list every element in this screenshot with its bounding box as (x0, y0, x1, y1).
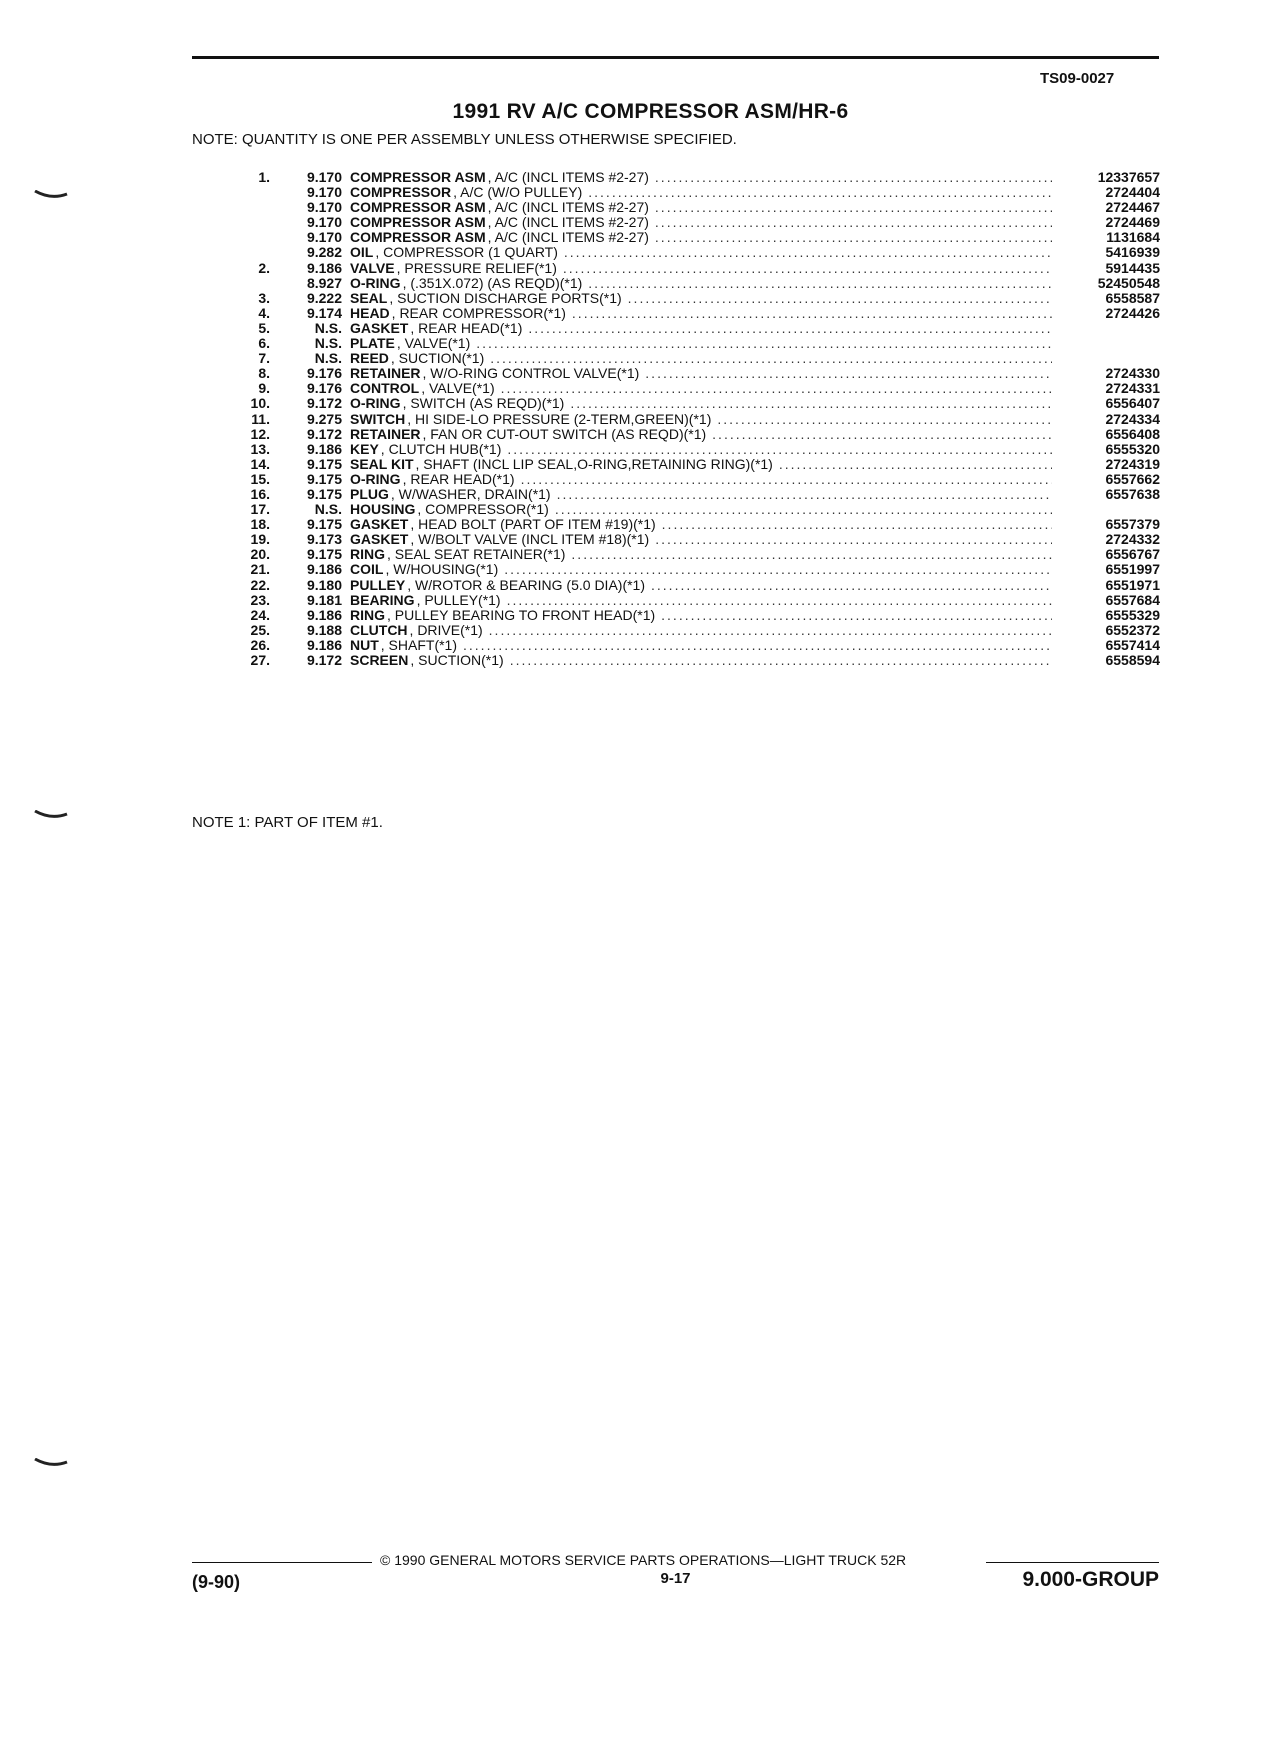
group-code: 9.172 (306, 395, 342, 412)
part-number: 5914435 (1105, 259, 1160, 276)
part-name: KEY (350, 441, 379, 457)
part-description (350, 502, 1062, 517)
part-name: COMPRESSOR ASM (350, 200, 486, 216)
group-code: 9.275 (306, 410, 342, 427)
group-code: 9.188 (306, 621, 342, 638)
dot-leader (628, 291, 1052, 306)
parts-row (200, 427, 1160, 442)
header-rule (192, 56, 1159, 59)
dot-leader (661, 608, 1052, 623)
parts-row (200, 412, 1160, 427)
dot-leader (476, 336, 1052, 351)
part-description (350, 608, 1062, 623)
dot-leader (645, 366, 1052, 381)
part-description (350, 653, 1062, 668)
part-description (350, 291, 1062, 306)
part-description (350, 442, 1062, 457)
part-number: 6556407 (1105, 395, 1160, 412)
group-code: 9.175 (306, 470, 342, 487)
item-number: 11. (251, 410, 270, 427)
item-number: 24. (250, 606, 270, 623)
part-name: SEAL (350, 290, 388, 306)
parts-row (200, 578, 1160, 593)
group-code: N.S. (314, 319, 342, 336)
part-name: SCREEN (350, 653, 409, 668)
part-description (350, 306, 1062, 321)
part-name: GASKET (350, 320, 409, 336)
group-code: 8.927 (306, 274, 342, 291)
part-name: BEARING (350, 592, 415, 608)
part-description (350, 245, 1062, 260)
part-number: 12337657 (1097, 169, 1160, 185)
part-number: 52450548 (1097, 274, 1160, 291)
part-number: 6557662 (1105, 470, 1160, 487)
part-name: SWITCH (350, 411, 406, 427)
part-number: 6555320 (1105, 440, 1160, 457)
part-description (350, 200, 1062, 215)
dot-leader (662, 517, 1052, 532)
part-number: 6557414 (1105, 636, 1160, 653)
dot-leader (588, 185, 1052, 200)
group-code: 9.181 (306, 591, 342, 608)
part-detail: , W/ROTOR & BEARING (5.0 DIA)(*1) (407, 577, 646, 593)
part-number: 2724426 (1105, 304, 1160, 321)
parts-row (200, 396, 1160, 411)
parts-row (200, 351, 1160, 366)
parts-row (200, 230, 1160, 245)
parts-list (200, 170, 1160, 668)
parts-row (200, 245, 1160, 260)
parts-row (200, 487, 1160, 502)
group-code: 9.282 (306, 244, 342, 261)
group-code: 9.175 (306, 516, 342, 533)
parts-row (200, 336, 1160, 351)
dot-leader (655, 170, 1052, 185)
item-number: 12. (250, 425, 270, 442)
group-code: 9.186 (306, 440, 342, 457)
part-detail: , W/BOLT VALVE (INCL ITEM #18)(*1) (410, 532, 650, 548)
part-name: HEAD (350, 305, 390, 321)
part-number: 2724319 (1105, 455, 1160, 472)
part-name: REED (350, 351, 389, 367)
footer-rule-left (192, 1562, 372, 1563)
binder-hole-mark (34, 190, 68, 200)
part-description (350, 593, 1062, 608)
part-description (350, 578, 1062, 593)
dot-leader (563, 261, 1052, 276)
part-name: OIL (350, 245, 374, 261)
group-code: N.S. (314, 335, 342, 352)
part-number: 6552372 (1105, 621, 1160, 638)
dot-leader (507, 442, 1052, 457)
dot-leader (507, 593, 1052, 608)
part-name: PULLEY (350, 577, 406, 593)
part-number: 6557379 (1105, 516, 1160, 533)
part-description (350, 562, 1062, 577)
group-code: 9.173 (306, 531, 342, 548)
group-code: 9.176 (306, 380, 342, 397)
part-number: 2724467 (1105, 199, 1160, 216)
item-number: 6. (258, 335, 270, 352)
part-detail: , W/WASHER, DRAIN(*1) (390, 486, 551, 502)
revision-date: (9-90) (192, 1572, 241, 1592)
parts-row (200, 185, 1160, 200)
part-name: GASKET (350, 532, 409, 548)
dot-leader (717, 412, 1052, 427)
part-name: GASKET (350, 517, 409, 533)
group-code: 9.175 (306, 485, 342, 502)
dot-leader (489, 623, 1052, 638)
dot-leader (490, 351, 1052, 366)
part-detail: , PULLEY BEARING TO FRONT HEAD(*1) (387, 607, 656, 623)
item-number: 13. (250, 440, 270, 457)
part-detail: , A/C (INCL ITEMS #2-27) (487, 230, 649, 246)
dot-leader (510, 653, 1052, 668)
part-detail: , A/C (INCL ITEMS #2-27) (487, 200, 649, 216)
item-number: 27. (250, 652, 270, 668)
part-name: VALVE (350, 260, 395, 276)
document-id: TS09-0027 (1040, 70, 1115, 87)
part-number: 5416939 (1105, 244, 1160, 261)
dot-leader (521, 472, 1052, 487)
group-code: 9.180 (306, 576, 342, 593)
part-description (350, 457, 1062, 472)
part-detail: , SHAFT (INCL LIP SEAL,O-RING,RETAINING RING)(*1) (415, 456, 773, 472)
part-detail: , REAR COMPRESSOR(*1) (391, 305, 566, 321)
group-code: N.S. (314, 501, 342, 518)
part-detail: , A/C (W/O PULLEY) (453, 185, 583, 201)
part-number: 6558594 (1105, 652, 1160, 668)
part-name: HOUSING (350, 502, 416, 518)
part-detail: , HEAD BOLT (PART OF ITEM #19)(*1) (410, 517, 656, 533)
part-description (350, 412, 1062, 427)
dot-leader (655, 200, 1052, 215)
parts-row (200, 321, 1160, 336)
parts-row (200, 381, 1160, 396)
part-name: CLUTCH (350, 622, 408, 638)
item-number: 7. (258, 350, 270, 367)
part-name: RETAINER (350, 366, 421, 382)
parts-row (200, 291, 1160, 306)
item-number: 26. (250, 636, 270, 653)
part-name: COMPRESSOR ASM (350, 215, 486, 231)
part-number: 6556408 (1105, 425, 1160, 442)
dot-leader (501, 381, 1052, 396)
page-number: 9-17 (660, 1570, 691, 1587)
part-number: 6557684 (1105, 591, 1160, 608)
group-code: 9.222 (306, 289, 342, 306)
part-detail: , W/HOUSING(*1) (385, 562, 499, 578)
item-number: 3. (258, 289, 270, 306)
item-number: 5. (258, 319, 270, 336)
dot-leader (571, 547, 1052, 562)
item-number: 9. (258, 380, 270, 397)
part-detail: , HI SIDE-LO PRESSURE (2-TERM,GREEN)(*1) (407, 411, 712, 427)
parts-row (200, 170, 1160, 185)
page-title: 1991 RV A/C COMPRESSOR ASM/HR-6 (452, 100, 849, 123)
group-code: 9.186 (306, 561, 342, 578)
group-code: 9.170 (306, 199, 342, 216)
binder-hole-mark (34, 810, 68, 820)
dot-leader (712, 427, 1052, 442)
copyright-text: © 1990 GENERAL MOTORS SERVICE PARTS OPERATIONS—LIGHT TRUCK 52R (380, 1552, 907, 1568)
dot-leader (564, 245, 1052, 260)
group-code: 9.186 (306, 606, 342, 623)
part-name: CONTROL (350, 381, 420, 397)
dot-leader (655, 230, 1052, 245)
part-number: 1131684 (1106, 229, 1160, 246)
parts-row (200, 200, 1160, 215)
group-code: 9.174 (306, 304, 342, 321)
parts-row (200, 215, 1160, 230)
dot-leader (655, 532, 1052, 547)
part-number: 6551997 (1105, 561, 1160, 578)
item-number: 19. (250, 531, 270, 548)
parts-row (200, 457, 1160, 472)
group-code: 9.170 (306, 229, 342, 246)
dot-leader (779, 457, 1052, 472)
part-detail: , FAN OR CUT-OUT SWITCH (AS REQD)(*1) (422, 426, 707, 442)
part-name: O-RING (350, 275, 401, 291)
part-detail: , SUCTION(*1) (390, 351, 485, 367)
dot-leader (555, 502, 1052, 517)
footnote: NOTE 1: PART OF ITEM #1. (192, 814, 383, 831)
part-description (350, 517, 1062, 532)
part-name: PLATE (350, 336, 395, 352)
part-detail: , (.351X.072) (AS REQD)(*1) (402, 275, 583, 291)
parts-row (200, 623, 1160, 638)
group-code: 9.170 (306, 214, 342, 231)
group-code: 9.176 (306, 365, 342, 382)
parts-row (200, 608, 1160, 623)
part-description (350, 215, 1062, 230)
parts-row (200, 638, 1160, 653)
parts-row (200, 517, 1160, 532)
part-detail: , DRIVE(*1) (409, 622, 483, 638)
part-detail: , SWITCH (AS REQD)(*1) (402, 396, 565, 412)
part-detail: , PRESSURE RELIEF(*1) (396, 260, 557, 276)
part-detail: , A/C (INCL ITEMS #2-27) (487, 215, 649, 231)
dot-leader (651, 578, 1052, 593)
part-detail: , REAR HEAD(*1) (410, 320, 523, 336)
part-description (350, 381, 1062, 396)
parts-row (200, 547, 1160, 562)
parts-row (200, 442, 1160, 457)
part-description (350, 487, 1062, 502)
dot-leader (572, 306, 1052, 321)
dot-leader (504, 562, 1052, 577)
parts-row (200, 653, 1160, 668)
dot-leader (557, 487, 1052, 502)
dot-leader (528, 321, 1052, 336)
part-detail: , VALVE(*1) (396, 336, 471, 352)
part-detail: , COMPRESSOR (1 QUART) (375, 245, 558, 261)
parts-row (200, 593, 1160, 608)
part-name: PLUG (350, 486, 389, 502)
item-number: 1. (258, 169, 270, 185)
part-description (350, 351, 1062, 366)
part-detail: , SUCTION(*1) (410, 653, 504, 668)
part-description (350, 427, 1062, 442)
item-number: 10. (250, 395, 270, 412)
parts-row (200, 472, 1160, 487)
part-name: SEAL KIT (350, 456, 414, 472)
item-number: 21. (250, 561, 270, 578)
part-description (350, 623, 1062, 638)
dot-leader (570, 396, 1052, 411)
part-description (350, 396, 1062, 411)
part-name: RING (350, 607, 385, 623)
dot-leader (463, 638, 1052, 653)
dot-leader (655, 215, 1052, 230)
part-detail: , PULLEY(*1) (416, 592, 501, 608)
group-code: 9.186 (306, 259, 342, 276)
group-code: 9.172 (306, 425, 342, 442)
part-description (350, 276, 1062, 291)
parts-row (200, 532, 1160, 547)
item-number: 14. (250, 455, 270, 472)
part-number: 6558587 (1105, 289, 1160, 306)
part-description (350, 261, 1062, 276)
part-name: COMPRESSOR ASM (350, 230, 486, 246)
part-description (350, 230, 1062, 245)
quantity-note: NOTE: QUANTITY IS ONE PER ASSEMBLY UNLESS OTHERWISE SPECIFIED. (192, 131, 737, 148)
part-number: 6551971 (1105, 576, 1160, 593)
part-description (350, 170, 1062, 185)
part-number: 2724331 (1105, 380, 1160, 397)
part-number: 2724334 (1105, 410, 1160, 427)
parts-row (200, 562, 1160, 577)
item-number: 23. (250, 591, 270, 608)
item-number: 15. (250, 470, 270, 487)
item-number: 16. (250, 485, 270, 502)
part-description (350, 532, 1062, 547)
item-number: 20. (250, 546, 270, 563)
part-name: COIL (350, 562, 384, 578)
part-number: 2724330 (1105, 365, 1160, 382)
part-name: NUT (350, 637, 379, 653)
group-code: 9.172 (306, 652, 342, 668)
part-number: 6557638 (1105, 485, 1160, 502)
part-description (350, 366, 1062, 381)
group-code: 9.175 (306, 546, 342, 563)
part-name: O-RING (350, 471, 401, 487)
item-number: 22. (250, 576, 270, 593)
group-code: 9.170 (306, 169, 342, 185)
footer-rule-right (986, 1562, 1159, 1563)
item-number: 18. (250, 516, 270, 533)
part-detail: , REAR HEAD(*1) (402, 471, 515, 487)
parts-row (200, 502, 1160, 517)
part-description (350, 472, 1062, 487)
item-number: 8. (258, 365, 270, 382)
item-number: 25. (250, 621, 270, 638)
group-code: 9.170 (306, 184, 342, 201)
part-detail: , COMPRESSOR(*1) (417, 502, 549, 518)
item-number: 2. (258, 259, 270, 276)
part-number: 6555329 (1105, 606, 1160, 623)
dot-leader (588, 276, 1052, 291)
parts-row (200, 366, 1160, 381)
item-number: 17. (250, 501, 270, 518)
part-detail: , CLUTCH HUB(*1) (380, 441, 502, 457)
part-name: O-RING (350, 396, 401, 412)
group-code: 9.175 (306, 455, 342, 472)
part-name: COMPRESSOR ASM (350, 170, 486, 185)
part-detail: , W/O-RING CONTROL VALVE(*1) (422, 366, 640, 382)
part-number: 6556767 (1105, 546, 1160, 563)
part-detail: , SHAFT(*1) (380, 637, 458, 653)
part-detail: , A/C (INCL ITEMS #2-27) (487, 170, 649, 185)
part-number: 2724469 (1105, 214, 1160, 231)
part-description (350, 336, 1062, 351)
item-number: 4. (258, 304, 270, 321)
part-detail: , SEAL SEAT RETAINER(*1) (387, 547, 566, 563)
part-detail: , VALVE(*1) (421, 381, 495, 397)
part-description (350, 547, 1062, 562)
part-description (350, 321, 1062, 336)
part-number: 2724332 (1105, 531, 1160, 548)
binder-hole-mark (34, 1458, 68, 1468)
part-number: 2724404 (1105, 184, 1160, 201)
group-code: 9.186 (306, 636, 342, 653)
part-name: RING (350, 547, 385, 563)
part-description (350, 638, 1062, 653)
parts-row (200, 306, 1160, 321)
parts-row (200, 276, 1160, 291)
group-number: 9.000-GROUP (1022, 1568, 1159, 1591)
part-detail: , SUCTION DISCHARGE PORTS(*1) (389, 290, 622, 306)
part-description (350, 185, 1062, 200)
part-name: RETAINER (350, 426, 421, 442)
group-code: N.S. (314, 350, 342, 367)
parts-row (200, 261, 1160, 276)
part-name: COMPRESSOR (350, 185, 452, 201)
